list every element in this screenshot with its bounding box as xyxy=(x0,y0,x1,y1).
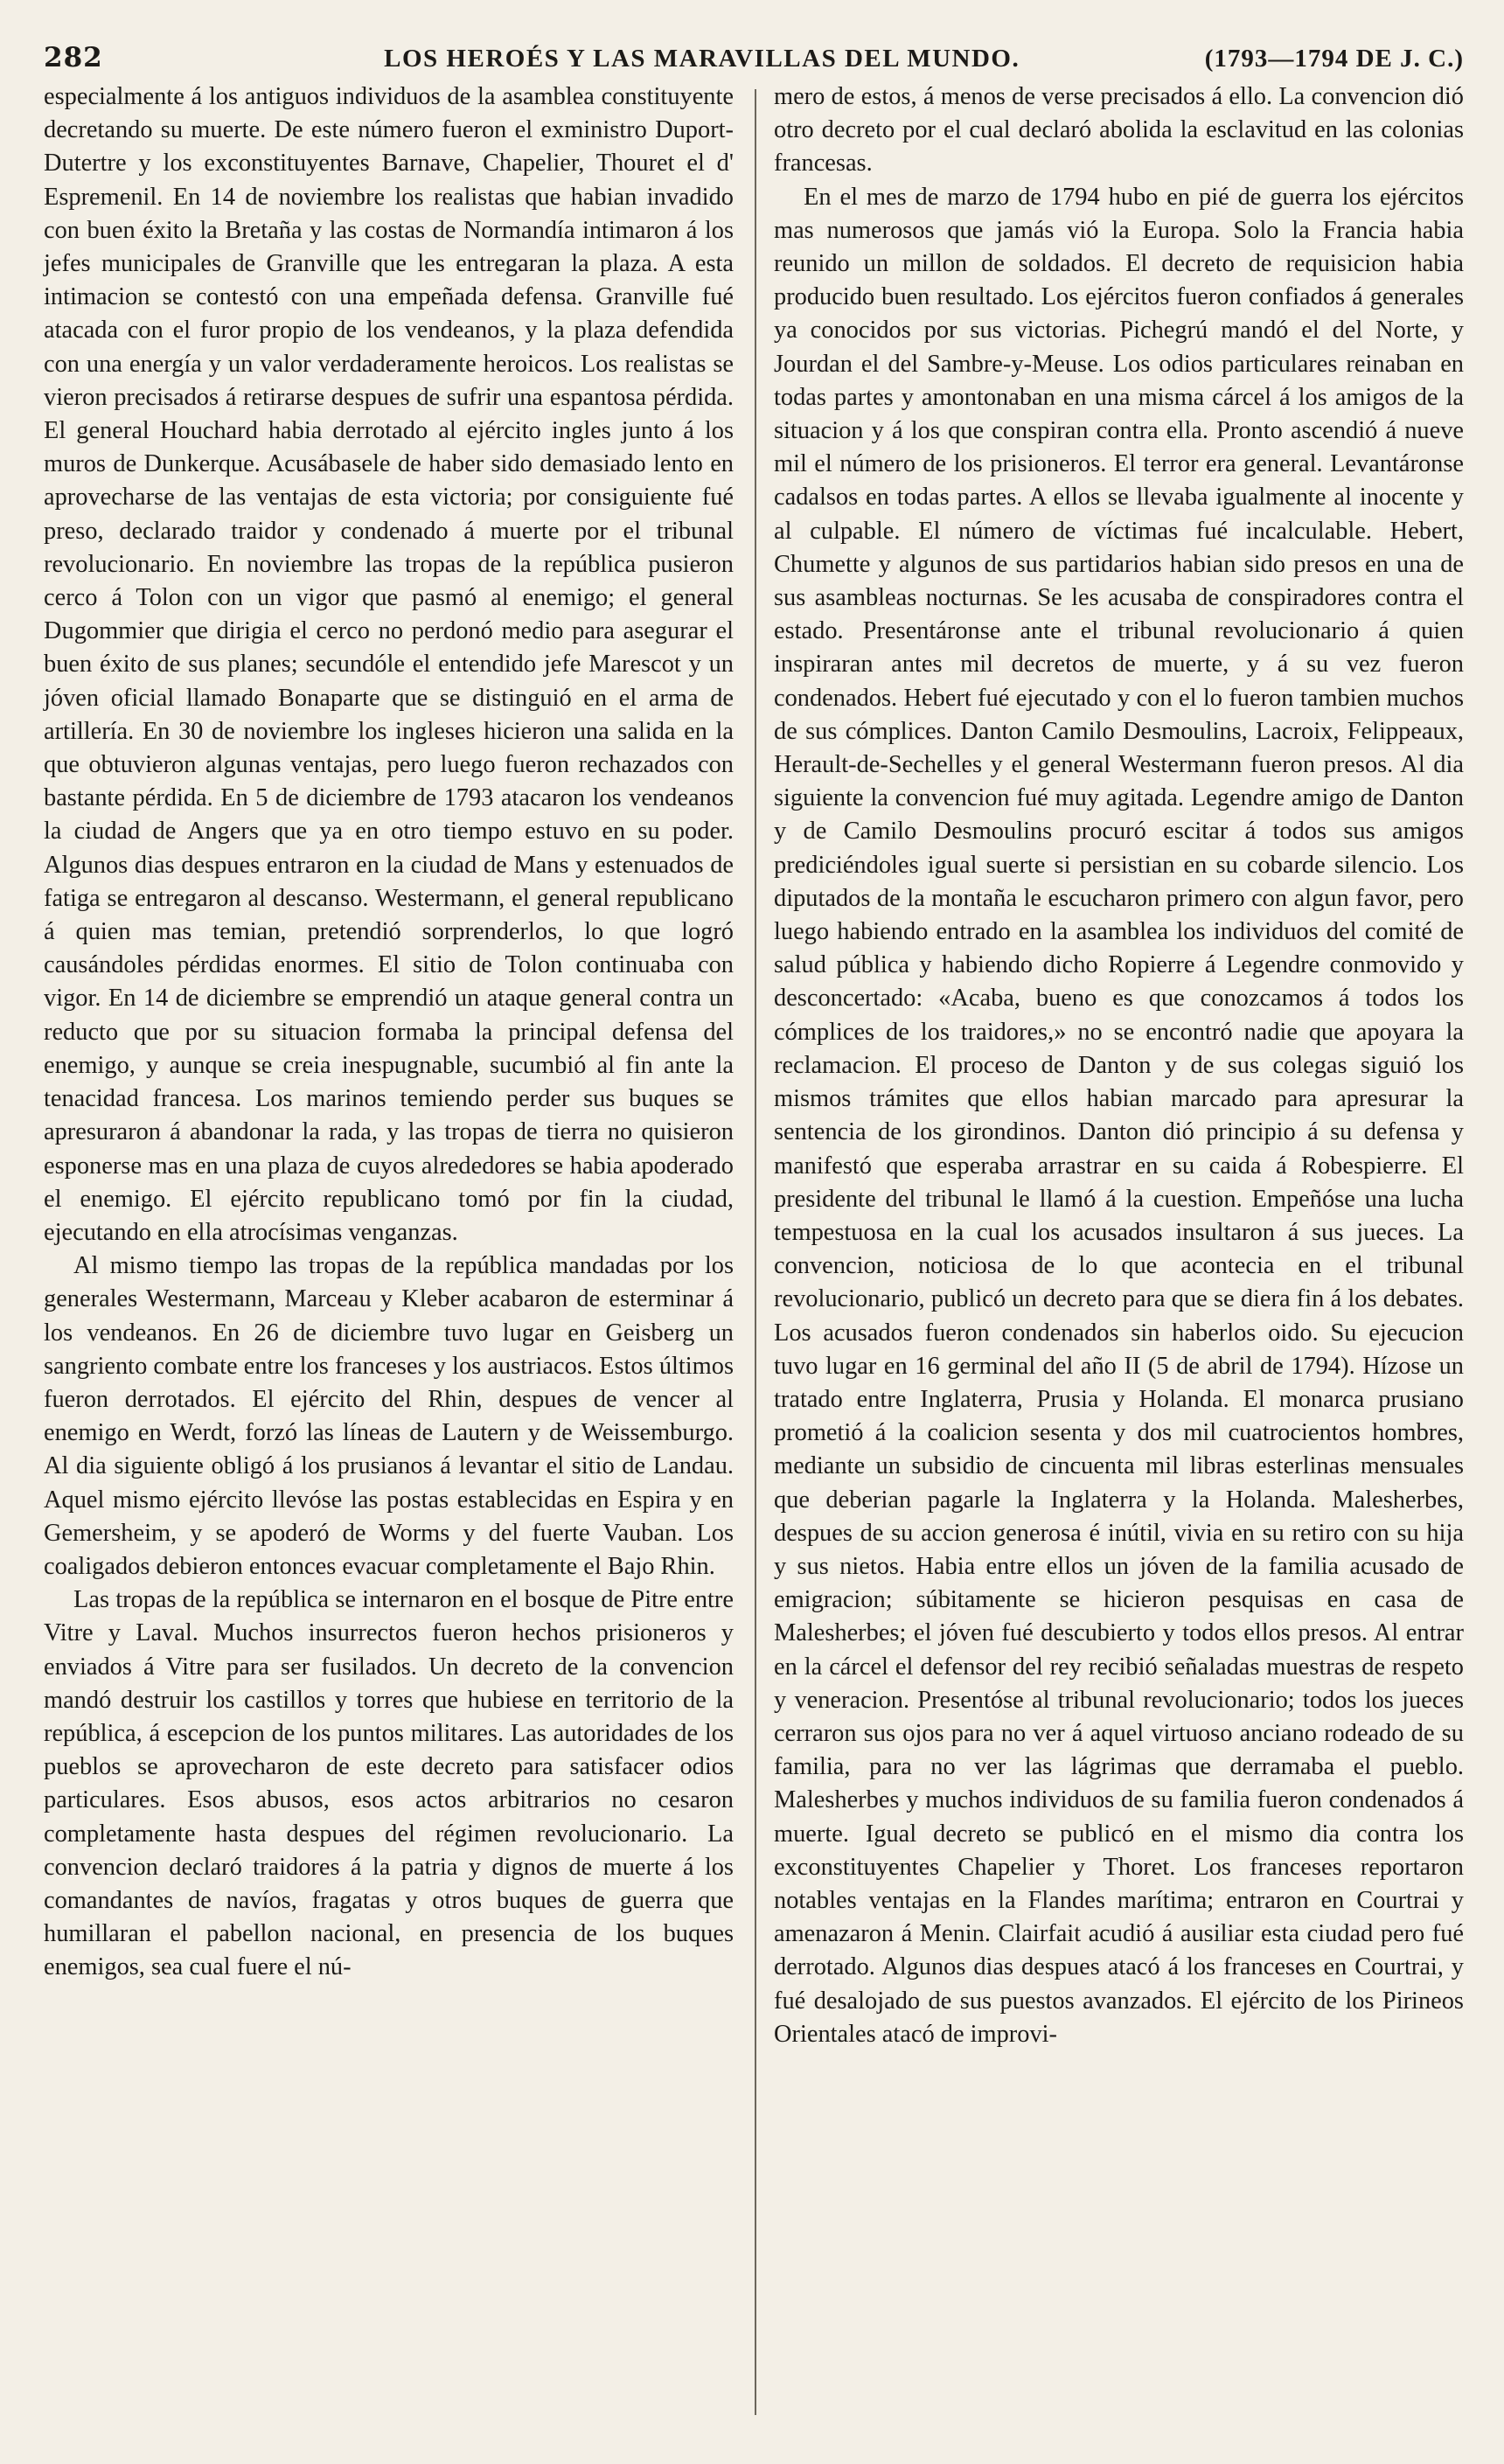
paragraph: En el mes de marzo de 1794 hubo en pié de guerra los ejércitos mas numerosos que jamás vió la Europa. Solo la Francia habia reunido un millon de soldados. El decreto de requisicion habia producido buen resultado. Los ejércitos fueron confiados á generales ya conocidos por sus victorias. Pichegrú mandó el del Norte, y Jourdan el del Sambre-y-Meuse. Los odios particulares reinaban en todas partes y amontonaban en una misma cárcel á los amigos de la situacion y á los que conspiran contra ella. Pronto ascendió á nueve mil el número de los prisioneros. El terror era general. Levantáronse cadalsos en todas partes. A ellos se llevaba igualmente al inocente y al culpable. El número de víctimas fué incalculable. Hebert, Chumette y algunos de sus partidarios habian sido presos en una de sus asambleas nocturnas. Se les acusaba de conspiradores contra el estado. Presentáronse ante el tribunal revolucionario á quien inspiraran antes mil decretos de muerte, y á su vez fueron condenados. Hebert fué ejecutado y con el lo fueron tambien muchos de sus cómplices. Danton Camilo Desmoulins, Lacroix, Felippeaux, Herault-de-Sechelles y el general Westermann fueron presos. Al dia siguiente la convencion fué muy agitada. Legendre amigo de Danton y de Camilo Desmoulins procuró escitar á todos sus amigos prediciéndoles igual suerte si persistian en su cobarde silencio. Los diputados de la montaña le escucharon primero con algun favor, pero luego habiendo entrado en la asamblea los individuos del comité de salud pública y habiendo dicho Ropierre á Legendre conmovido y desconcertado: «Acaba, bueno es que conozcamos á todos los cómplices de los traidores,» no se encontró nadie que apoyara la reclamacion. El proceso de Danton y de sus colegas siguió los mismos trámites que ellos habian marcado para apresurar la sentencia de los girondinos. Danton dió principio á su defensa y manifestó que esperaba arrastrar en su caida á Robespierre. El presidente del tribunal le llamó á la cuestion. Empeñóse una lucha tempestuosa en la cual los acusados insultaron á sus jueces. La convencion, noticiosa de lo que acontecia en el tribunal revolucionario, publicó un decreto para que se diera fin á los debates. Los acusados fueron condenados sin haberlos oido. Su ejecucion tuvo lugar en 16 germinal del año II (5 de abril de 1794). Hízose un tratado entre Inglaterra, Prusia y Holanda. El monarca prusiano prometió á la coalicion sesenta y dos mil cuatrocientos hombres, mediante un subsidio de cincuenta mil libras esterlinas mensuales que deberian pagarle la Inglaterra y la Holanda. Malesherbes, despues de su accion generosa é inútil, vivia en su retiro con su hija y sus nietos. Habia entre ellos un jóven de la familia acusado de emigracion; súbitamente se hicieron pesquisas en casa de Malesherbes; el jóven fué descubierto y todos ellos presos. Al entrar en la cárcel el defensor del rey recibió señaladas muestras de respeto y veneracion. Presentóse al tribunal revolucionario; todos los jueces cerraron sus ojos para no ver á aquel virtuoso anciano rodeado de su familia, para no ver las lágrimas que derramaba el pueblo. Malesherbes y muchos individuos de su familia fueron condenados á muerte. Igual decreto se publicó en el mismo dia contra los exconstituyentes Chapelier y Thoret. Los franceses reportaron notables ventajas en la Flandes marítima; entraron en Courtrai y amenazaron á Menin. Clairfait acudió á ausiliar esta ciudad pero fué derrotado. Algunos dias despues atacó á los franceses en Courtrai, y fué desalojado de sus puestos avanzados. El ejército de los Pirineos Orientales atacó de improvi- xyxy=(774,183,1464,2048)
year-range: (1793—1794 DE J. C.) xyxy=(1204,45,1464,73)
paragraph: Al mismo tiempo las tropas de la república mandadas por los generales Westermann, Marceau y Kleber acabaron de esterminar á los vendeanos. En 26 de diciembre tuvo lugar en Geisberg un sangriento combate entre los franceses y los austriacos. Estos últimos fueron derrotados. El ejército del Rhin, despues de vencer al enemigo en Werdt, forzó las líneas de Lautern y de Weissemburgo. Al dia siguiente obligó á los prusianos á levantar el sitio de Landau. Aquel mismo ejército llevóse las postas establecidas en Espira y en Gemersheim, y se apoderó de Worms y del fuerte Vauban. Los coaligados debieron entonces evacuar completamente el Bajo Rhin. xyxy=(44,1252,734,1580)
paragraph: especialmente á los antiguos individuos de la asamblea constituyente decretando su muerte. De este número fueron el exministro Duport-Dutertre y los exconstituyentes Barnave, Chapelier, Thouret el d' Espremenil. En 14 de noviembre los realistas que habian invadido con buen éxito la Bretaña y las costas de Normandía intimaron á los jefes municipales de Granville que les entregaran la plaza. A esta intimacion se contestó con una empeñada defensa. Granville fué atacada con el furor propio de los vendeanos, y la plaza defendida con una energía y un valor verdaderamente heroicos. Los realistas se vieron precisados á retirarse despues de sufrir una espantosa pérdida. El general Houchard habia derrotado al ejército ingles junto á los muros de Dunkerque. Acusábasele de haber sido demasiado lento en aprovecharse de las ventajas de esta victoria; por consiguiente fué preso, declarado traidor y condenado á muerte por el tribunal revolucionario. En noviembre las tropas de la república pusieron cerco á Tolon con un vigor que pasmó al enemigo; el general Dugommier que dirigia el cerco no perdonó medio para asegurar el buen éxito de sus planes; secundóle el entendido jefe Marescot y un jóven oficial llamado Bonaparte que se distinguió en el arma de artillería. En 30 de noviembre los ingleses hicieron una salida en la que obtuvieron algunas ventajas, pero luego fueron rechazados con bastante pérdida. En 5 de diciembre de 1793 atacaron los vendeanos la ciudad de Angers que ya en otro tiempo estuvo en su poder. Algunos dias despues entraron en la ciudad de Mans y estenuados de fatiga se entregaron al descanso. Westermann, el general republicano á quien mas temian, pretendió sorprenderlos, lo que logró causándoles pérdidas enormes. El sitio de Tolon continuaba con vigor. En 14 de diciembre se emprendió un ataque general contra un reducto que por su situacion formaba la principal defensa del enemigo, y aunque se creia inespugnable, sucumbió al fin ante la tenacidad francesa. Los marinos temiendo perder sus buques se apresuraron á abandonar la rada, y las tropas de tierra no quisieron esponerse mas en una plaza de cuyos alrededores se habia apoderado el enemigo. El ejército republicano tomó por fin la ciudad, ejecutando en ella atrocísimas venganzas. xyxy=(44,83,734,1246)
running-header xyxy=(44,42,1464,73)
text-columns xyxy=(44,80,1464,2051)
page-number: 282 xyxy=(44,42,103,73)
right-column xyxy=(774,80,1464,2051)
left-column xyxy=(44,80,734,2051)
book-title: LOS HEROÉS Y LAS MARAVILLAS DEL MUNDO. xyxy=(384,45,1020,73)
column-divider xyxy=(755,89,756,2415)
paragraph: Las tropas de la república se internaron en el bosque de Pitre entre Vitre y Laval. Muchos insurrectos fueron hechos prisioneros y enviados á Vitre para ser fusilados. Un decreto de la convencion mandó destruir los castillos y torres que hubiese en territorio de la república, á escepcion de los puntos militares. Las autoridades de los pueblos se aprovecharon de este decreto para satisfacer odios particulares. Esos abusos, esos actos arbitrarios no cesaron completamente hasta despues del régimen revolucionario. La convencion declaró traidores á la patria y dignos de muerte á los comandantes de navíos, fragatas y otros buques de guerra que humillaran el pabellon nacional, en presencia de los buques enemigos, sea cual fuere el nú- xyxy=(44,1586,734,1981)
paragraph: mero de estos, á menos de verse precisados á ello. La convencion dió otro decreto por el cual declaró abolida la esclavitud en las colonias francesas. xyxy=(774,83,1464,177)
